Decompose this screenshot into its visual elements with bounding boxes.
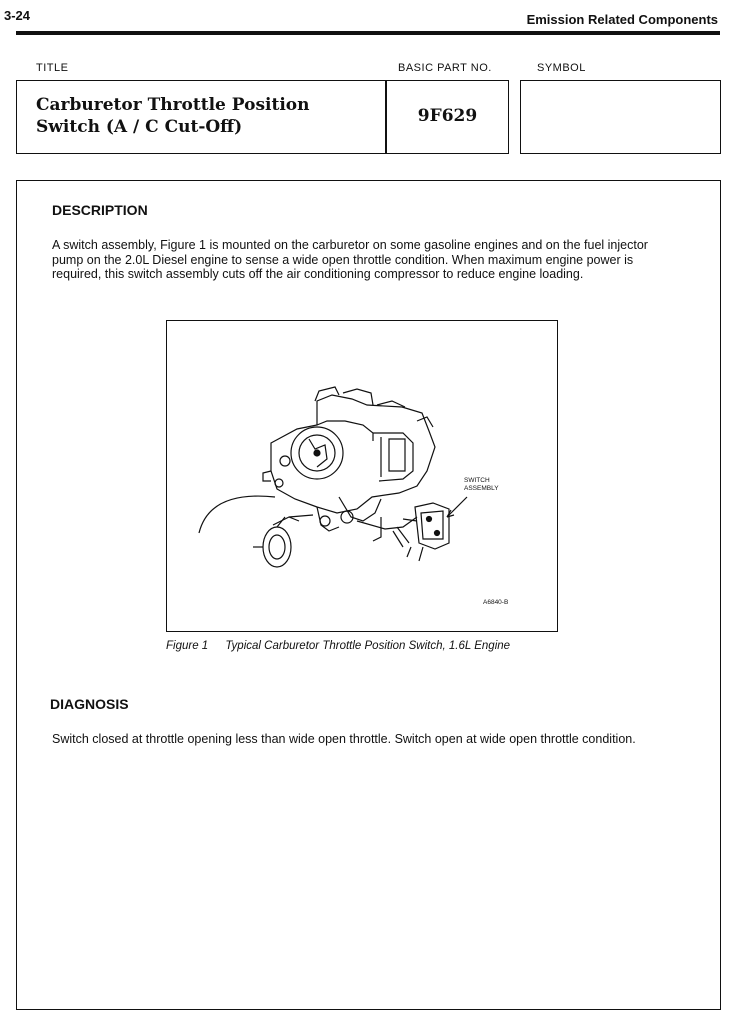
part-number: 9F629 [417,106,478,126]
symbol-box [520,80,721,154]
diagnosis-body: Switch closed at throttle opening less than wide open throttle. Switch open at wide open throttle condition. [52,732,636,746]
description-body: A switch assembly, Figure 1 is mounted on the carburetor on some gasoline engines and on the fuel injector pump on the 2.0L Diesel engine to sense a wide open throttle condition. When maximum engine power is required, this switch assembly cuts off the air conditioning compressor to reduce engine loading. [52,238,648,281]
figure-caption [166,640,510,652]
title-label: TITLE [36,62,69,74]
header-rule [16,31,720,35]
figure-ref-code: A6840-B [483,599,509,606]
carburetor-illustration [167,321,557,631]
figure-label: Figure 1 [166,640,209,652]
symbol-label: SYMBOL [537,62,586,74]
description-heading: DESCRIPTION [52,202,148,218]
figure-caption-text: Typical Carburetor Throttle Position Switch, 1.6L Engine [225,640,511,652]
page-number: 3-24 [4,8,31,23]
switch-callout-line2: ASSEMBLY [464,485,499,492]
diagnosis-heading: DIAGNOSIS [50,696,129,712]
switch-callout-line1: SWITCH [464,477,490,484]
component-title: Carburetor Throttle Position Switch (A / C Cut-Off) [36,95,310,137]
part-number-label: BASIC PART NO. [398,62,492,74]
section-title: Emission Related Components [526,12,718,27]
